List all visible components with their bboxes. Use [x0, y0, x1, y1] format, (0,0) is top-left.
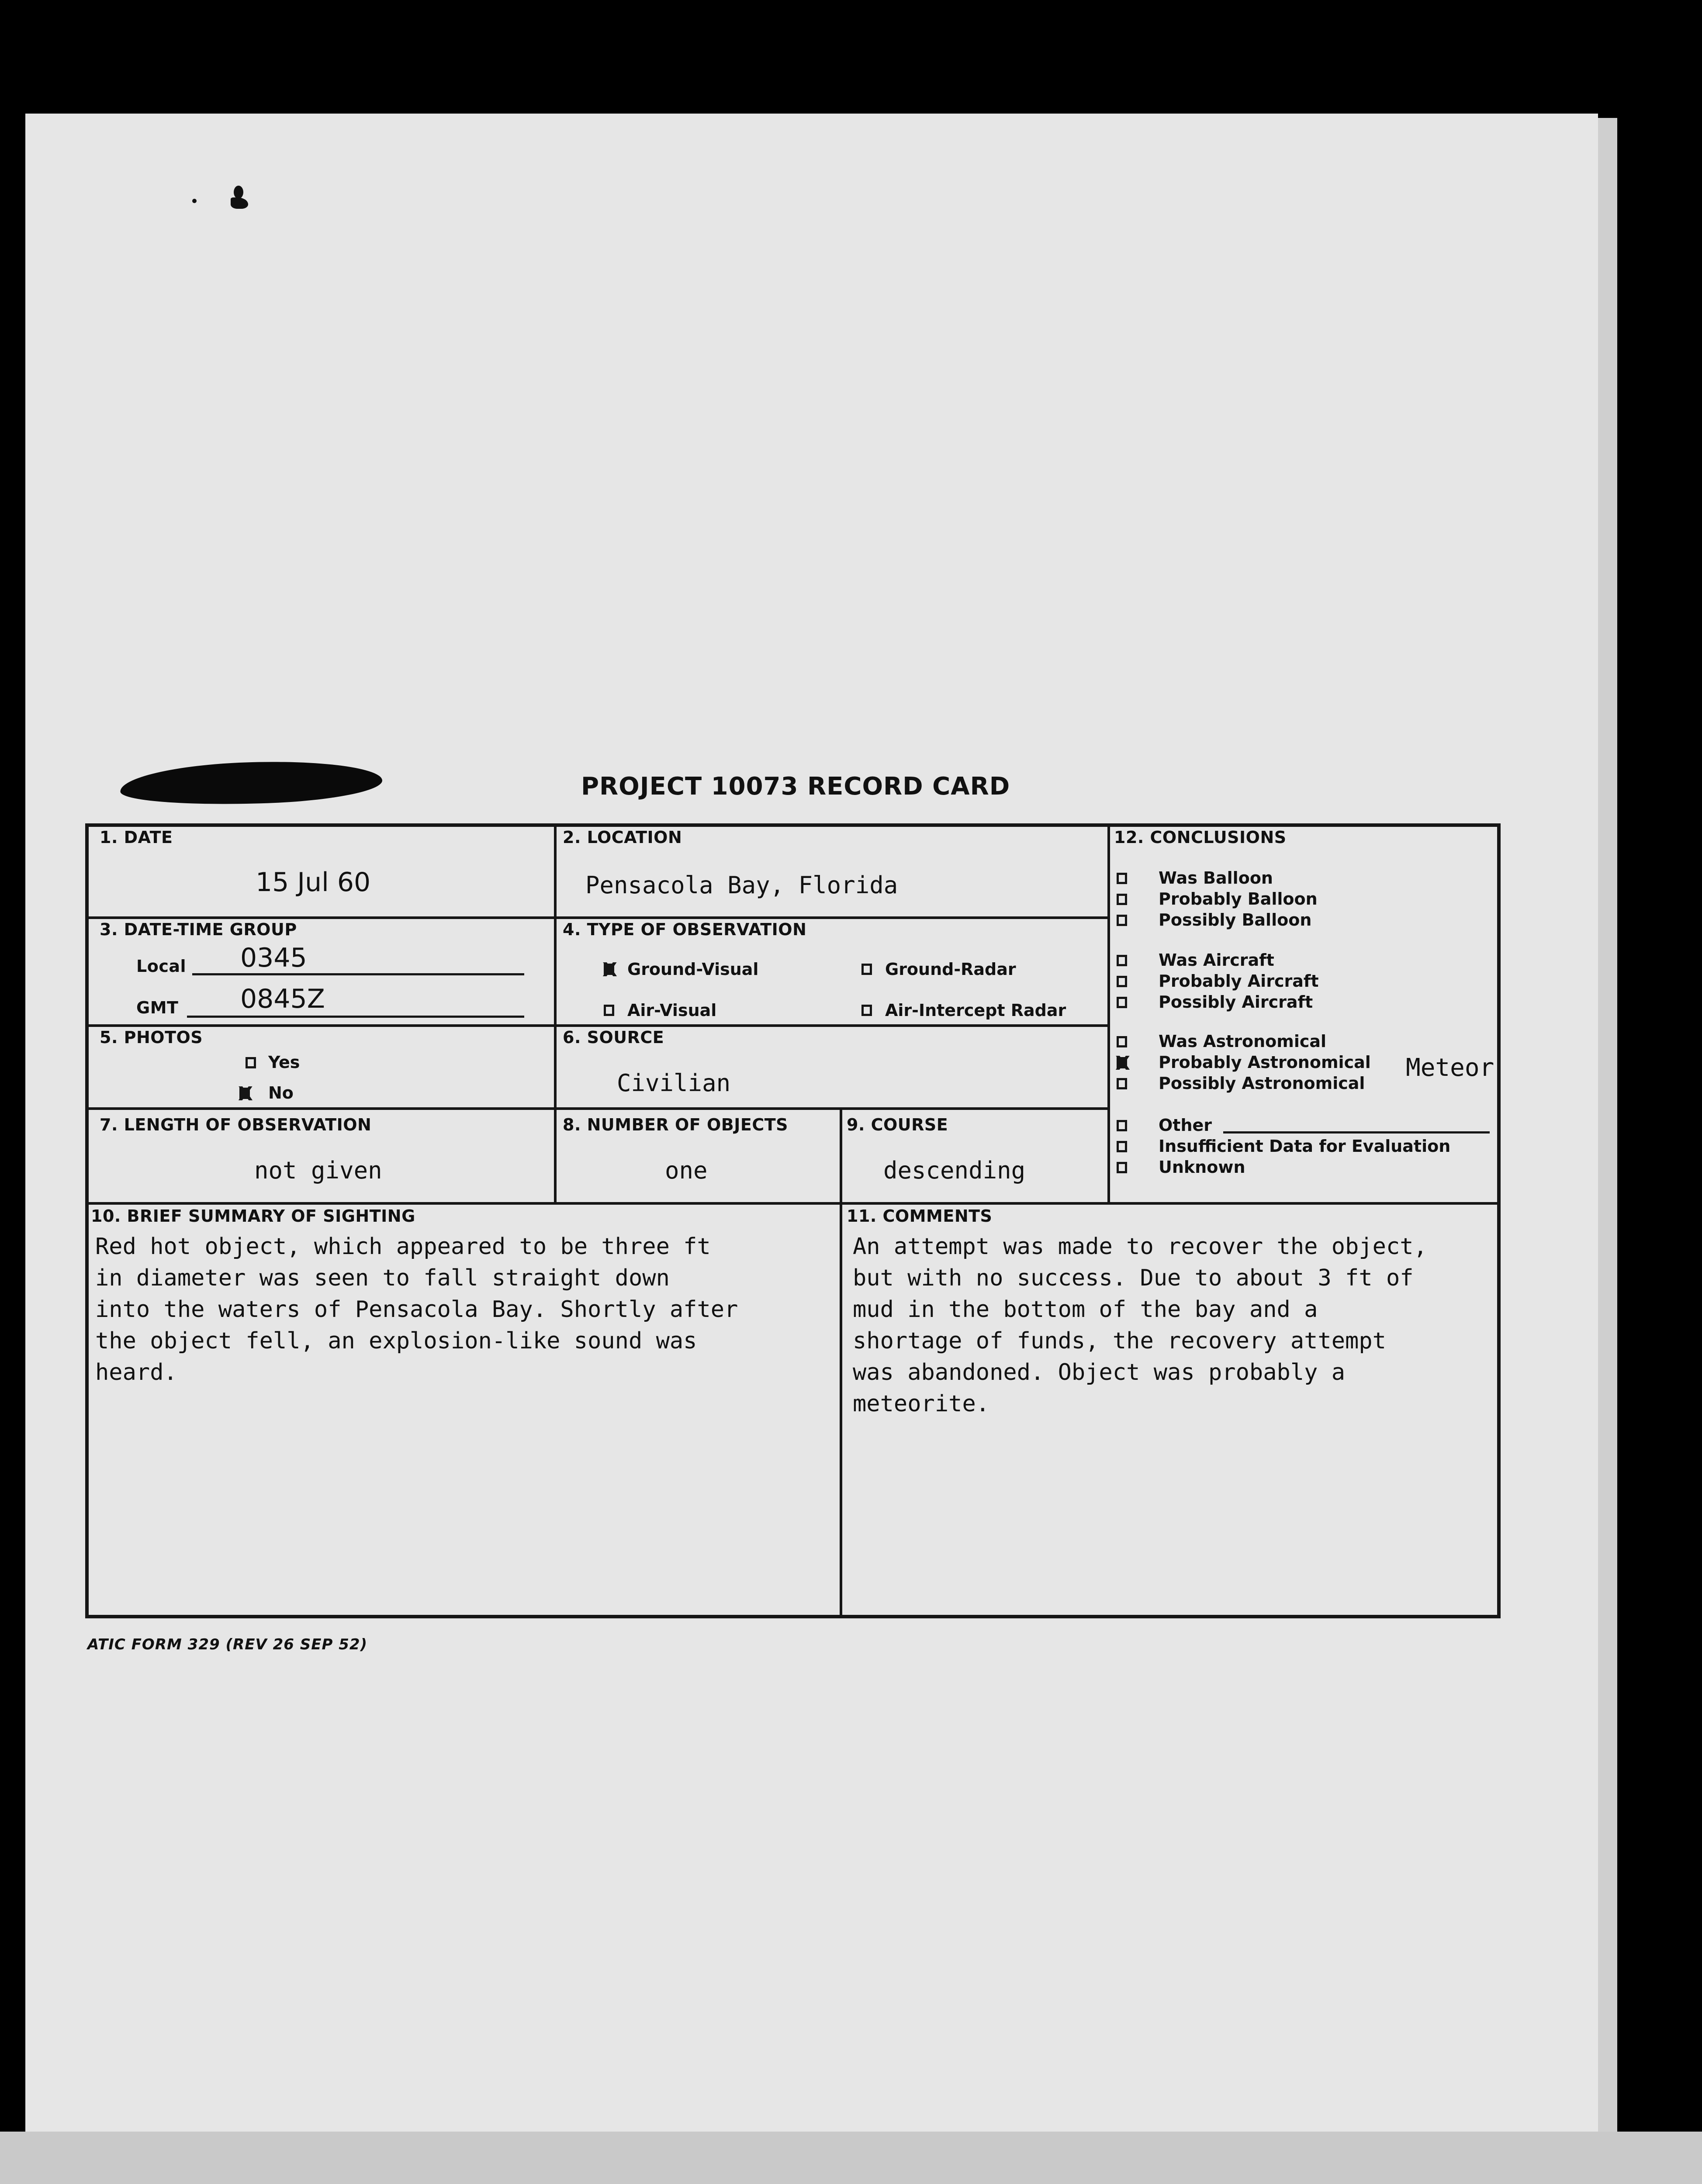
probably-balloon-label: Probably Balloon	[1159, 889, 1318, 909]
was-astronomical-checkbox	[1117, 1036, 1127, 1047]
scan-speck	[192, 199, 197, 203]
probably-aircraft-label: Probably Aircraft	[1159, 971, 1319, 991]
summary-label: 10. BRIEF SUMMARY OF SIGHTING	[91, 1206, 415, 1226]
comments-line: mud in the bottom of the bay and a	[853, 1296, 1318, 1323]
probably-astronomical-label: Probably Astronomical	[1159, 1053, 1371, 1072]
local-value: 0345	[240, 943, 307, 973]
row-divider	[85, 1107, 1107, 1110]
possibly-balloon-label: Possibly Balloon	[1159, 910, 1312, 930]
objects-value: one	[665, 1157, 708, 1184]
paper-edge	[1598, 118, 1617, 2132]
date-label: 1. DATE	[100, 828, 173, 847]
course-value: descending	[883, 1157, 1026, 1184]
photos-label: 5. PHOTOS	[100, 1028, 203, 1047]
column-divider	[840, 1107, 842, 1203]
lower-paper-band	[0, 2132, 1702, 2184]
unknown-checkbox	[1117, 1162, 1127, 1173]
length-label: 7. LENGTH OF OBSERVATION	[100, 1115, 372, 1134]
conclusion-handwritten-note: Meteor	[1406, 1054, 1494, 1082]
air-intercept-radar-checkbox	[861, 1005, 872, 1016]
other-underline	[1223, 1131, 1490, 1133]
row-divider	[85, 1202, 1501, 1205]
column-divider	[554, 823, 557, 1203]
photos-yes-label: Yes	[268, 1053, 300, 1072]
comments-line: was abandoned. Object was probably a	[853, 1359, 1346, 1386]
possibly-aircraft-label: Possibly Aircraft	[1159, 992, 1313, 1012]
probably-balloon-checkbox	[1117, 894, 1127, 905]
comments-label: 11. COMMENTS	[847, 1206, 993, 1226]
photos-no-checkbox	[239, 1088, 250, 1099]
comments-line: meteorite.	[853, 1391, 990, 1417]
course-label: 9. COURSE	[847, 1115, 948, 1134]
insufficient-data-label: Insufficient Data for Evaluation	[1159, 1137, 1451, 1156]
length-value: not given	[254, 1157, 382, 1184]
dtg-label: 3. DATE-TIME GROUP	[100, 920, 297, 939]
unknown-label: Unknown	[1159, 1158, 1245, 1177]
source-value: Civilian	[617, 1069, 731, 1097]
was-balloon-label: Was Balloon	[1159, 868, 1273, 888]
local-label: Local	[136, 957, 187, 976]
possibly-astronomical-label: Possibly Astronomical	[1159, 1074, 1365, 1093]
air-intercept-radar-label: Air-Intercept Radar	[885, 1001, 1066, 1020]
possibly-astronomical-checkbox	[1117, 1078, 1127, 1089]
was-aircraft-checkbox	[1117, 955, 1127, 966]
local-underline	[192, 973, 524, 975]
ground-radar-label: Ground-Radar	[885, 960, 1016, 979]
air-visual-checkbox	[604, 1005, 614, 1016]
possibly-balloon-checkbox	[1117, 915, 1127, 926]
comments-line: shortage of funds, the recovery attempt	[853, 1328, 1386, 1354]
probably-astronomical-checkbox	[1117, 1057, 1127, 1068]
objects-label: 8. NUMBER OF OBJECTS	[563, 1115, 789, 1134]
summary-line: into the waters of Pensacola Bay. Shortly after	[95, 1296, 738, 1323]
summary-line: Red hot object, which appeared to be three ft	[95, 1234, 711, 1260]
probably-aircraft-checkbox	[1117, 976, 1127, 987]
summary-line: the object fell, an explosion-like sound was	[95, 1328, 697, 1354]
location-label: 2. LOCATION	[563, 828, 682, 847]
was-aircraft-label: Was Aircraft	[1159, 950, 1274, 970]
was-astronomical-label: Was Astronomical	[1159, 1032, 1327, 1051]
gmt-underline	[187, 1016, 524, 1018]
possibly-aircraft-checkbox	[1117, 997, 1127, 1008]
column-divider	[840, 1202, 842, 1618]
column-divider	[1107, 823, 1110, 1203]
row-divider	[85, 916, 1107, 919]
scan-speck	[234, 186, 243, 199]
ground-visual-checkbox	[604, 964, 614, 975]
obs-type-label: 4. TYPE OF OBSERVATION	[563, 920, 807, 939]
summary-line: heard.	[95, 1359, 177, 1386]
conclusions-label: 12. CONCLUSIONS	[1114, 828, 1287, 847]
row-divider	[85, 1024, 1107, 1027]
form-number: ATIC FORM 329 (REV 26 SEP 52)	[87, 1636, 368, 1653]
ground-visual-label: Ground-Visual	[627, 960, 759, 979]
was-balloon-checkbox	[1117, 873, 1127, 884]
photos-no-label: No	[268, 1083, 294, 1102]
ground-radar-checkbox	[861, 964, 872, 975]
insufficient-data-checkbox	[1117, 1141, 1127, 1152]
other-checkbox	[1117, 1120, 1127, 1131]
summary-line: in diameter was seen to fall straight down	[95, 1265, 670, 1291]
photos-yes-checkbox	[246, 1057, 256, 1068]
summary-text	[95, 1231, 738, 1388]
card-title: PROJECT 10073 RECORD CARD	[581, 772, 1010, 801]
comments-line: but with no success. Due to about 3 ft of	[853, 1265, 1414, 1291]
comments-text	[853, 1231, 1427, 1420]
source-label: 6. SOURCE	[563, 1028, 664, 1047]
location-value: Pensacola Bay, Florida	[585, 871, 898, 899]
date-value: 15 Jul 60	[256, 867, 371, 898]
gmt-value: 0845Z	[240, 984, 325, 1014]
comments-line: An attempt was made to recover the object,	[853, 1234, 1427, 1260]
gmt-label: GMT	[136, 998, 179, 1017]
other-label: Other	[1159, 1116, 1212, 1135]
air-visual-label: Air-Visual	[627, 1001, 717, 1020]
